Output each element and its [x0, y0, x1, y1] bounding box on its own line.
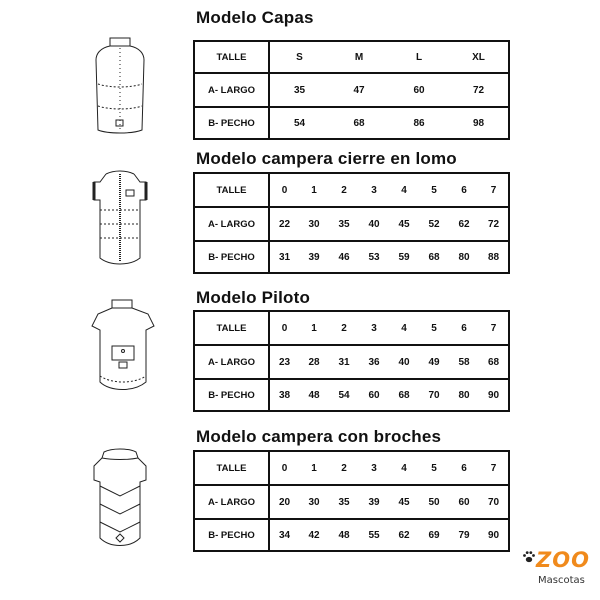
value-cell: 50 — [419, 485, 449, 519]
size-label: 1 — [311, 322, 317, 334]
size-label: 6 — [461, 184, 467, 196]
value-cell: 30 — [299, 207, 329, 241]
value-cell: 68 — [329, 107, 389, 139]
value-cell: 20 — [269, 485, 299, 519]
size-label: 5 — [431, 322, 437, 334]
value-cell: 70 — [479, 485, 509, 519]
value-cell: 35 — [329, 485, 359, 519]
value-cell: 53 — [359, 241, 389, 273]
size-label: 4 — [401, 462, 407, 474]
section-title: Modelo campera cierre en lomo — [196, 149, 457, 168]
value-cell: 62 — [449, 207, 479, 241]
size-label: 7 — [490, 322, 497, 334]
value-cell: 55 — [359, 519, 389, 551]
row-label: A- LARGO — [194, 345, 269, 379]
value-cell: 68 — [479, 345, 509, 379]
row-label: A- LARGO — [194, 73, 269, 107]
value-cell: 28 — [299, 345, 329, 379]
value-cell: 48 — [299, 379, 329, 411]
value-cell: 62 — [389, 519, 419, 551]
row-label: B- PECHO — [194, 379, 269, 411]
value-cell: 90 — [479, 379, 509, 411]
value-cell: 68 — [389, 379, 419, 411]
value-cell: 60 — [449, 485, 479, 519]
value-cell: 88 — [479, 241, 509, 273]
row-label: A- LARGO — [194, 485, 269, 519]
section-title: Modelo campera con broches — [196, 427, 442, 446]
value-cell: 72 — [449, 73, 509, 107]
value-cell: 38 — [269, 379, 299, 411]
size-label: 3 — [371, 184, 377, 196]
value-cell: 80 — [449, 241, 479, 273]
value-cell: 31 — [329, 345, 359, 379]
value-cell: 79 — [449, 519, 479, 551]
value-cell: 22 — [269, 207, 299, 241]
size-label: 7 — [490, 184, 497, 196]
size-label: 0 — [281, 184, 288, 196]
size-label: 4 — [401, 322, 407, 334]
section-title: Modelo Capas — [196, 8, 314, 27]
size-label: XL — [472, 51, 485, 63]
brand-logo — [520, 548, 592, 590]
value-cell: 72 — [479, 207, 509, 241]
logo-wordmark: ZOO — [536, 548, 590, 572]
value-cell: 34 — [269, 519, 299, 551]
size-label: 5 — [431, 184, 437, 196]
value-cell: 40 — [389, 345, 419, 379]
size-label: 6 — [461, 322, 467, 334]
header-label: TALLE — [194, 311, 269, 345]
value-cell: 40 — [359, 207, 389, 241]
header-label: TALLE — [194, 173, 269, 207]
value-cell: 23 — [269, 345, 299, 379]
value-cell: 42 — [299, 519, 329, 551]
header-label: TALLE — [194, 41, 269, 73]
value-cell: 60 — [359, 379, 389, 411]
size-label: 2 — [341, 462, 347, 474]
value-cell: 86 — [389, 107, 449, 139]
value-cell: 80 — [449, 379, 479, 411]
size-label: S — [296, 51, 303, 63]
size-table — [193, 172, 510, 274]
value-cell: 48 — [329, 519, 359, 551]
size-label: L — [415, 51, 423, 63]
value-cell: 54 — [329, 379, 359, 411]
row-label: B- PECHO — [194, 107, 269, 139]
value-cell: 36 — [359, 345, 389, 379]
paw-icon — [522, 550, 536, 564]
size-label: 3 — [371, 462, 377, 474]
row-label: B- PECHO — [194, 519, 269, 551]
cape-garment-icon — [86, 34, 154, 138]
value-cell: 52 — [419, 207, 449, 241]
value-cell: 58 — [449, 345, 479, 379]
value-cell: 70 — [419, 379, 449, 411]
value-cell: 69 — [419, 519, 449, 551]
size-label: 0 — [281, 462, 288, 474]
size-label: 1 — [311, 462, 317, 474]
value-cell: 54 — [269, 107, 329, 139]
value-cell: 45 — [389, 207, 419, 241]
value-cell: 31 — [269, 241, 299, 273]
value-cell: 35 — [329, 207, 359, 241]
snap-jacket-icon — [86, 446, 154, 552]
size-label: 7 — [490, 462, 497, 474]
raincoat-icon — [86, 296, 158, 400]
value-cell: 59 — [389, 241, 419, 273]
size-label: 2 — [341, 322, 347, 334]
value-cell: 39 — [299, 241, 329, 273]
size-table — [193, 450, 510, 552]
size-label: 6 — [461, 462, 467, 474]
logo-subtitle: Mascotas — [538, 575, 585, 586]
size-label: 2 — [341, 184, 347, 196]
size-label: 4 — [401, 184, 407, 196]
value-cell: 90 — [479, 519, 509, 551]
value-cell: 60 — [389, 73, 449, 107]
value-cell: 46 — [329, 241, 359, 273]
value-cell: 35 — [269, 73, 329, 107]
size-table — [193, 40, 510, 140]
value-cell: 68 — [419, 241, 449, 273]
row-label: A- LARGO — [194, 207, 269, 241]
row-label: B- PECHO — [194, 241, 269, 273]
value-cell: 98 — [449, 107, 509, 139]
size-label: 5 — [431, 462, 437, 474]
size-label: M — [354, 51, 364, 63]
value-cell: 30 — [299, 485, 329, 519]
value-cell: 45 — [389, 485, 419, 519]
size-label: 3 — [371, 322, 377, 334]
zip-jacket-icon — [86, 168, 154, 272]
value-cell: 49 — [419, 345, 449, 379]
section-title: Modelo Piloto — [196, 288, 311, 307]
size-label: 1 — [311, 184, 317, 196]
size-table — [193, 310, 510, 412]
value-cell: 47 — [329, 73, 389, 107]
value-cell: 39 — [359, 485, 389, 519]
size-label: 0 — [281, 322, 288, 334]
header-label: TALLE — [194, 451, 269, 485]
